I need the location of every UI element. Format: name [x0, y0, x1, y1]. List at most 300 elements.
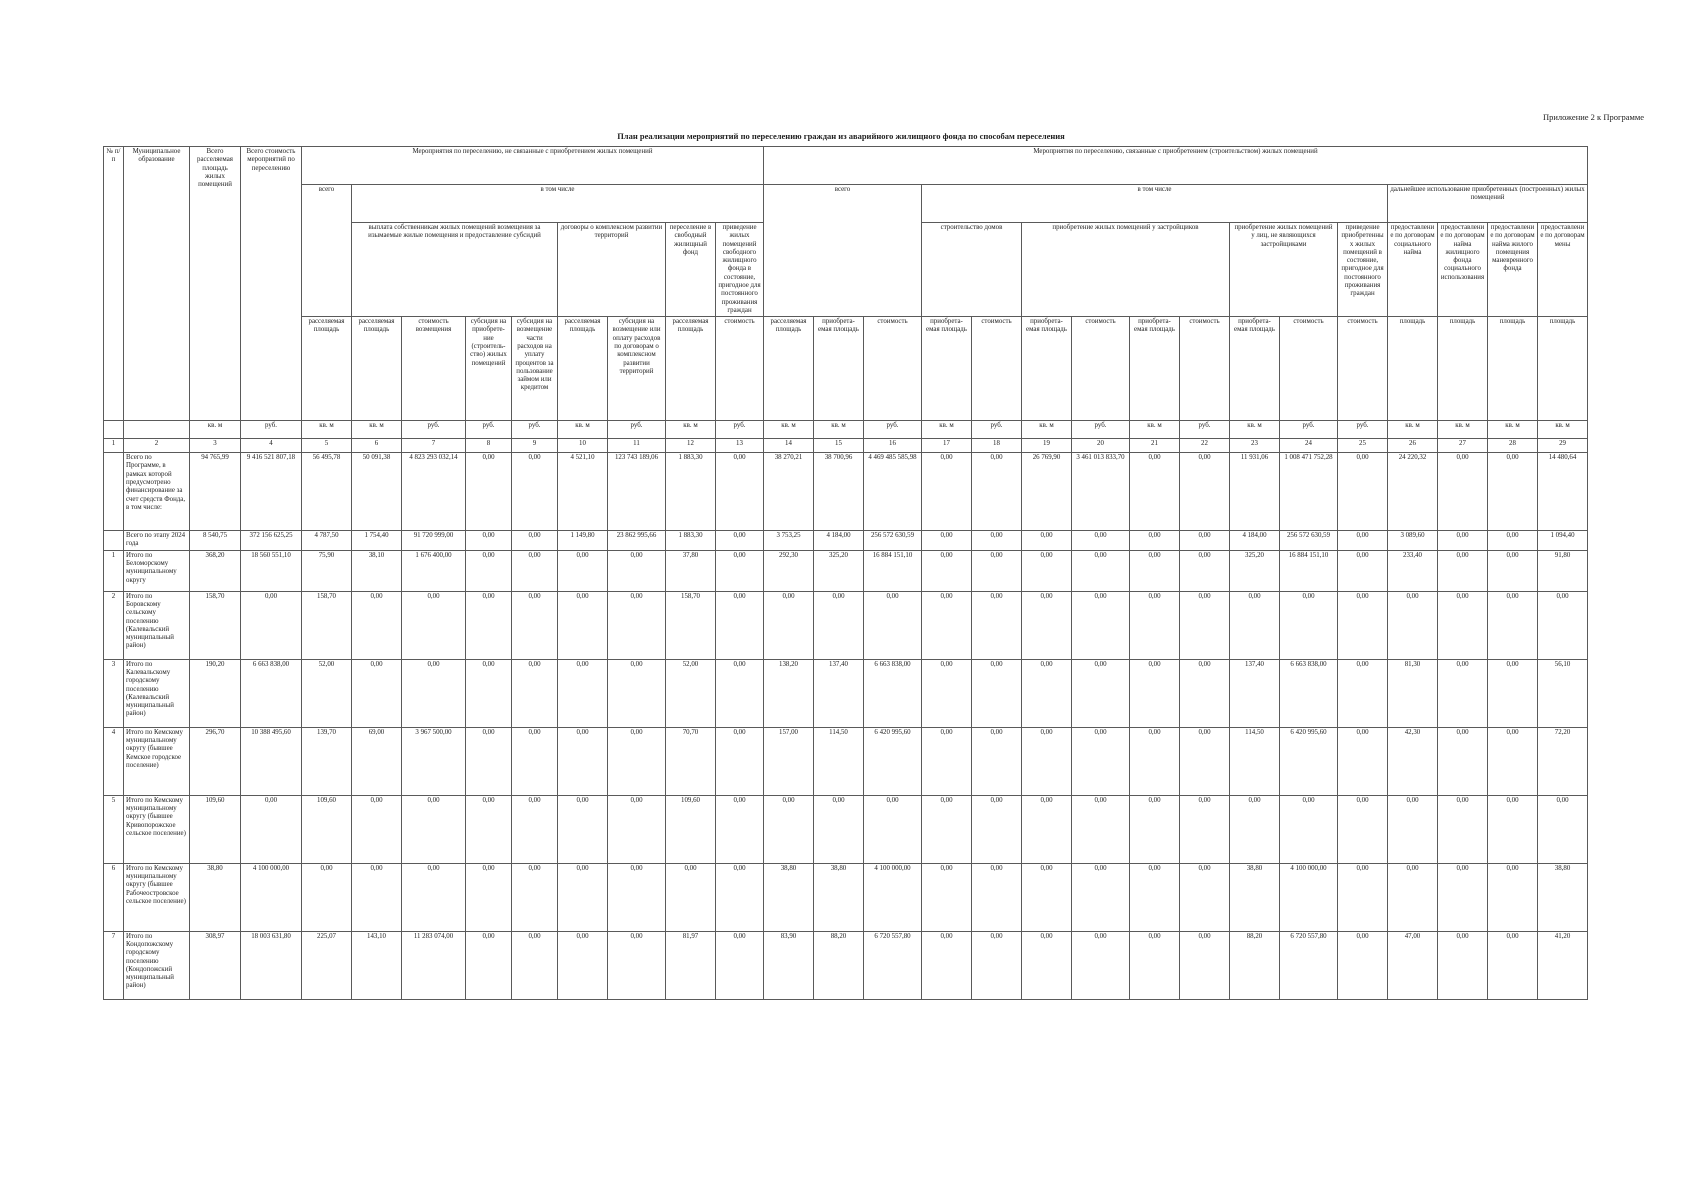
value-cell: 0,00	[716, 591, 764, 659]
value-cell: 1 883,30	[666, 453, 716, 531]
column-number-cell: 13	[716, 439, 764, 453]
maneuver-fund-header: предоставление по договорам найма жилого помещения маневренного фонда	[1488, 223, 1538, 317]
unit-cell: кв. м	[666, 421, 716, 439]
value-cell: 0,00	[666, 863, 716, 931]
column-number-cell: 14	[764, 439, 814, 453]
value-cell: 0,00	[1180, 795, 1230, 863]
value-cell: 158,70	[302, 591, 352, 659]
value-cell: 0,00	[352, 795, 402, 863]
unit-cell: кв. м	[190, 421, 241, 439]
unit-cell: руб.	[864, 421, 922, 439]
value-cell: 292,30	[764, 550, 814, 591]
group-acquisition-header: Мероприятия по переселению, связанные с приобретением (строительством) жилых помещений	[764, 147, 1588, 185]
purchase-non-developers-header: приобретение жилых помещений у лиц, не являющихся застройщиками	[1230, 223, 1338, 317]
value-cell: 56,10	[1538, 659, 1588, 727]
value-cell: 38,80	[190, 863, 241, 931]
value-cell: 0,00	[1072, 659, 1130, 727]
table-row	[104, 453, 1588, 531]
unit-cell: кв. м	[1230, 421, 1280, 439]
column-number-cell: 15	[814, 439, 864, 453]
municipality-name: Итого по Кемскому муниципальному округу (бывшее Кемское городское поселение)	[124, 727, 190, 795]
value-cell: 6 420 995,60	[1280, 727, 1338, 795]
value-cell: 6 720 557,80	[1280, 931, 1338, 999]
value-cell: 0,00	[466, 727, 512, 795]
value-cell: 0,00	[1488, 659, 1538, 727]
value-cell: 88,20	[1230, 931, 1280, 999]
value-cell: 0,00	[512, 795, 558, 863]
value-cell: 16 884 151,10	[864, 550, 922, 591]
sub-header: стоимость	[1072, 317, 1130, 421]
not-acq-total-header: всего	[302, 185, 352, 317]
value-cell: 138,20	[764, 659, 814, 727]
value-cell: 4 184,00	[814, 531, 864, 551]
value-cell: 0,00	[466, 795, 512, 863]
value-cell: 1 008 471 752,28	[1280, 453, 1338, 531]
value-cell: 10 388 495,60	[241, 727, 302, 795]
value-cell: 0,00	[922, 863, 972, 931]
sub-header: приобрета-емая площадь	[922, 317, 972, 421]
value-cell: 1 149,80	[558, 531, 608, 551]
value-cell: 3 967 500,00	[402, 727, 466, 795]
value-cell: 0,00	[1072, 795, 1130, 863]
free-fund-header: переселение в свободный жилищный фонд	[666, 223, 716, 317]
column-number-cell: 3	[190, 439, 241, 453]
value-cell: 158,70	[666, 591, 716, 659]
value-cell: 0,00	[864, 591, 922, 659]
value-cell: 37,80	[666, 550, 716, 591]
value-cell: 11 283 074,00	[402, 931, 466, 999]
value-cell: 0,00	[1438, 453, 1488, 531]
value-cell: 137,40	[1230, 659, 1280, 727]
value-cell: 0,00	[1130, 550, 1180, 591]
value-cell: 0,00	[466, 550, 512, 591]
column-number-cell: 28	[1488, 439, 1538, 453]
value-cell: 0,00	[972, 531, 1022, 551]
sub-header: стоимость	[716, 317, 764, 421]
table-row	[104, 531, 1588, 551]
value-cell: 56 495,78	[302, 453, 352, 531]
sub-header: площадь	[1438, 317, 1488, 421]
value-cell: 6 663 838,00	[241, 659, 302, 727]
column-number-cell: 21	[1130, 439, 1180, 453]
value-cell: 0,00	[1130, 531, 1180, 551]
column-number-cell: 11	[608, 439, 666, 453]
value-cell: 0,00	[1130, 453, 1180, 531]
table-row	[104, 931, 1588, 999]
value-cell: 0,00	[466, 453, 512, 531]
value-cell: 256 572 630,59	[1280, 531, 1338, 551]
value-cell: 0,00	[512, 591, 558, 659]
value-cell: 0,00	[512, 453, 558, 531]
value-cell: 4 100 000,00	[1280, 863, 1338, 931]
value-cell: 0,00	[402, 795, 466, 863]
value-cell: 24 220,32	[1388, 453, 1438, 531]
bring-free-fund-header: приведение жилых помещений свободного жилищного фонда в состояние, пригодное для постоянного проживания граждан	[716, 223, 764, 317]
sub-header: площадь	[1488, 317, 1538, 421]
value-cell: 0,00	[1022, 931, 1072, 999]
unit-cell	[124, 421, 190, 439]
municipality-name: Итого по Беломорскому муниципальному округу	[124, 550, 190, 591]
column-number-cell: 29	[1538, 439, 1588, 453]
value-cell: 0,00	[972, 453, 1022, 531]
value-cell: 0,00	[1388, 795, 1438, 863]
value-cell: 18 003 631,80	[241, 931, 302, 999]
value-cell: 88,20	[814, 931, 864, 999]
value-cell: 0,00	[1072, 550, 1130, 591]
value-cell: 0,00	[1180, 931, 1230, 999]
column-number-cell: 18	[972, 439, 1022, 453]
column-number-cell: 7	[402, 439, 466, 453]
value-cell: 1 676 400,00	[402, 550, 466, 591]
value-cell: 81,97	[666, 931, 716, 999]
sub-header: приобрета-емая площадь	[1130, 317, 1180, 421]
value-cell: 0,00	[608, 931, 666, 999]
value-cell: 38 270,21	[764, 453, 814, 531]
value-cell: 70,70	[666, 727, 716, 795]
row-number: 5	[104, 795, 124, 863]
value-cell: 0,00	[1488, 453, 1538, 531]
value-cell: 0,00	[1072, 931, 1130, 999]
column-number-cell: 10	[558, 439, 608, 453]
unit-cell: кв. м	[302, 421, 352, 439]
value-cell: 0,00	[814, 591, 864, 659]
value-cell: 0,00	[922, 591, 972, 659]
value-cell: 0,00	[1538, 795, 1588, 863]
col-total-cost-header: Всего стоимость мероприятий по переселению	[241, 147, 302, 421]
row-number: 3	[104, 659, 124, 727]
value-cell: 4 787,50	[302, 531, 352, 551]
unit-cell: кв. м	[922, 421, 972, 439]
value-cell: 6 420 995,60	[864, 727, 922, 795]
value-cell: 50 091,38	[352, 453, 402, 531]
value-cell: 0,00	[302, 863, 352, 931]
row-number: 4	[104, 727, 124, 795]
value-cell: 0,00	[1388, 863, 1438, 931]
not-acq-including-header: в том числе	[352, 185, 764, 223]
value-cell: 325,20	[814, 550, 864, 591]
further-use-header: дальнейшее использование приобретенных (построенных) жилых помещений	[1388, 185, 1588, 223]
row-number: 1	[104, 550, 124, 591]
value-cell: 0,00	[466, 531, 512, 551]
value-cell: 0,00	[1438, 931, 1488, 999]
value-cell: 0,00	[1180, 727, 1230, 795]
value-cell: 0,00	[1072, 863, 1130, 931]
sub-header: стоимость	[1338, 317, 1388, 421]
value-cell: 0,00	[864, 795, 922, 863]
value-cell: 109,60	[666, 795, 716, 863]
table-row	[104, 795, 1588, 863]
value-cell: 0,00	[972, 659, 1022, 727]
unit-cell: руб.	[1180, 421, 1230, 439]
document-title: План реализации мероприятий по переселению граждан из аварийного жилищного фонда по способам переселения	[617, 131, 1065, 141]
value-cell: 47,00	[1388, 931, 1438, 999]
table-row	[104, 591, 1588, 659]
value-cell: 72,20	[1538, 727, 1588, 795]
value-cell: 38,10	[352, 550, 402, 591]
group-not-acquisition-header: Мероприятия по переселению, не связанные с приобретением жилых помещений	[302, 147, 764, 185]
value-cell: 16 884 151,10	[1280, 550, 1338, 591]
value-cell: 3 753,25	[764, 531, 814, 551]
units-row	[104, 421, 1588, 439]
value-cell: 0,00	[466, 931, 512, 999]
value-cell: 94 765,99	[190, 453, 241, 531]
column-number-cell: 26	[1388, 439, 1438, 453]
value-cell: 0,00	[922, 659, 972, 727]
unit-cell: кв. м	[1488, 421, 1538, 439]
municipality-name: Итого по Кемскому муниципальному округу (бывшее Рабочеостровское сельское поселение)	[124, 863, 190, 931]
column-number-cell: 9	[512, 439, 558, 453]
value-cell: 0,00	[402, 591, 466, 659]
unit-cell	[104, 421, 124, 439]
col-municipality-header: Муниципальное образование	[124, 147, 190, 421]
unit-cell: кв. м	[1538, 421, 1588, 439]
value-cell: 0,00	[972, 727, 1022, 795]
table-row	[104, 863, 1588, 931]
value-cell: 0,00	[466, 863, 512, 931]
value-cell: 0,00	[558, 795, 608, 863]
resettlement-plan-table	[103, 146, 1588, 1000]
value-cell: 139,70	[302, 727, 352, 795]
value-cell: 0,00	[1488, 795, 1538, 863]
value-cell: 42,30	[1388, 727, 1438, 795]
value-cell: 6 663 838,00	[1280, 659, 1338, 727]
sub-header: субсидия на приобрете-ние (строитель-ство) жилых помещений	[466, 317, 512, 421]
column-number-cell: 27	[1438, 439, 1488, 453]
value-cell: 38,80	[764, 863, 814, 931]
col-total-area-header: Всего расселяемая площадь жилых помещений	[190, 147, 241, 421]
value-cell: 0,00	[1180, 550, 1230, 591]
value-cell: 0,00	[1338, 727, 1388, 795]
value-cell: 0,00	[1280, 591, 1338, 659]
value-cell: 0,00	[716, 531, 764, 551]
exchange-header: предоставление по договорам мены	[1538, 223, 1588, 317]
value-cell: 0,00	[512, 531, 558, 551]
value-cell: 114,50	[1230, 727, 1280, 795]
unit-cell: кв. м	[1022, 421, 1072, 439]
value-cell: 6 663 838,00	[864, 659, 922, 727]
value-cell: 123 743 189,06	[608, 453, 666, 531]
value-cell: 0,00	[1130, 795, 1180, 863]
value-cell: 0,00	[922, 453, 972, 531]
value-cell: 4 184,00	[1230, 531, 1280, 551]
value-cell: 0,00	[466, 659, 512, 727]
column-number-cell: 16	[864, 439, 922, 453]
unit-cell: руб.	[716, 421, 764, 439]
sub-header: субсидия на возмещение части расходов на уплату процентов за пользование займом или кредитом	[512, 317, 558, 421]
value-cell: 0,00	[1388, 591, 1438, 659]
value-cell: 0,00	[1338, 531, 1388, 551]
value-cell: 0,00	[558, 550, 608, 591]
value-cell: 0,00	[1130, 931, 1180, 999]
unit-cell: руб.	[241, 421, 302, 439]
column-number-cell: 12	[666, 439, 716, 453]
table-row	[104, 550, 1588, 591]
municipality-name: Всего по этапу 2024 года	[124, 531, 190, 551]
purchase-developers-header: приобретение жилых помещений у застройщиков	[1022, 223, 1230, 317]
bring-acquired-header: приведение приобретенных жилых помещений в состояние, пригодное для постоянного проживания граждан	[1338, 223, 1388, 317]
payment-owners-header: выплата собственникам жилых помещений возмещения за изымаемые жилые помещения и предоставление субсидий	[352, 223, 558, 317]
value-cell: 0,00	[1072, 727, 1130, 795]
value-cell: 4 823 293 032,14	[402, 453, 466, 531]
value-cell: 0,00	[1180, 659, 1230, 727]
unit-cell: руб.	[608, 421, 666, 439]
value-cell: 1 883,30	[666, 531, 716, 551]
value-cell: 83,90	[764, 931, 814, 999]
value-cell: 0,00	[1338, 591, 1388, 659]
value-cell: 0,00	[972, 550, 1022, 591]
value-cell: 372 156 625,25	[241, 531, 302, 551]
column-number-cell: 1	[104, 439, 124, 453]
value-cell: 0,00	[352, 659, 402, 727]
value-cell: 91,80	[1538, 550, 1588, 591]
value-cell: 4 100 000,00	[241, 863, 302, 931]
value-cell: 0,00	[1538, 591, 1588, 659]
value-cell: 18 560 551,10	[241, 550, 302, 591]
unit-cell: руб.	[1072, 421, 1130, 439]
sub-header: субсидия на возмещение или оплату расходов по договорам о комплексном развитии территорий	[608, 317, 666, 421]
value-cell: 69,00	[352, 727, 402, 795]
value-cell: 0,00	[972, 795, 1022, 863]
unit-cell: кв. м	[814, 421, 864, 439]
value-cell: 0,00	[922, 531, 972, 551]
value-cell: 0,00	[558, 727, 608, 795]
column-number-cell: 2	[124, 439, 190, 453]
value-cell: 0,00	[1022, 591, 1072, 659]
value-cell: 0,00	[1438, 659, 1488, 727]
value-cell: 256 572 630,59	[864, 531, 922, 551]
value-cell: 0,00	[608, 727, 666, 795]
value-cell: 0,00	[1338, 931, 1388, 999]
value-cell: 0,00	[1438, 591, 1488, 659]
value-cell: 109,60	[302, 795, 352, 863]
value-cell: 0,00	[1180, 453, 1230, 531]
value-cell: 0,00	[1180, 531, 1230, 551]
value-cell: 4 521,10	[558, 453, 608, 531]
value-cell: 0,00	[512, 659, 558, 727]
value-cell: 38,80	[1538, 863, 1588, 931]
value-cell: 0,00	[1338, 659, 1388, 727]
value-cell: 4 100 000,00	[864, 863, 922, 931]
sub-header: стоимость	[864, 317, 922, 421]
value-cell: 0,00	[1130, 727, 1180, 795]
value-cell: 0,00	[1488, 931, 1538, 999]
value-cell: 0,00	[558, 659, 608, 727]
value-cell: 0,00	[466, 591, 512, 659]
value-cell: 0,00	[764, 795, 814, 863]
value-cell: 52,00	[666, 659, 716, 727]
value-cell: 0,00	[512, 727, 558, 795]
unit-cell: руб.	[466, 421, 512, 439]
unit-cell: кв. м	[1438, 421, 1488, 439]
specialized-fund-header: предоставление по договорам найма жилищного фонда социального использования	[1438, 223, 1488, 317]
column-number-cell: 23	[1230, 439, 1280, 453]
value-cell: 0,00	[716, 727, 764, 795]
value-cell: 0,00	[716, 453, 764, 531]
column-number-cell: 6	[352, 439, 402, 453]
value-cell: 0,00	[814, 795, 864, 863]
column-number-cell: 5	[302, 439, 352, 453]
value-cell: 0,00	[922, 795, 972, 863]
sub-header: стоимость	[972, 317, 1022, 421]
acq-including-header: в том числе	[922, 185, 1388, 223]
value-cell: 233,40	[1388, 550, 1438, 591]
municipality-name: Итого по Калевальскому городскому поселению (Калевальский муниципальный район)	[124, 659, 190, 727]
value-cell: 3 461 013 833,70	[1072, 453, 1130, 531]
value-cell: 0,00	[1022, 531, 1072, 551]
construction-header: строительство домов	[922, 223, 1022, 317]
value-cell: 38 700,96	[814, 453, 864, 531]
value-cell: 0,00	[1438, 795, 1488, 863]
value-cell: 0,00	[608, 863, 666, 931]
value-cell: 0,00	[1438, 863, 1488, 931]
value-cell: 41,20	[1538, 931, 1588, 999]
unit-cell: кв. м	[1130, 421, 1180, 439]
municipality-name: Всего по Программе, в рамках которой предусмотрено финансирование за счет средств Фонда, в том числе:	[124, 453, 190, 531]
value-cell: 0,00	[1438, 531, 1488, 551]
value-cell: 0,00	[764, 591, 814, 659]
value-cell: 0,00	[241, 795, 302, 863]
value-cell: 0,00	[1180, 863, 1230, 931]
column-number-cell: 25	[1338, 439, 1388, 453]
value-cell: 109,60	[190, 795, 241, 863]
sub-header: приобрета-емая площадь	[1230, 317, 1280, 421]
value-cell: 368,20	[190, 550, 241, 591]
value-cell: 0,00	[1438, 550, 1488, 591]
value-cell: 114,50	[814, 727, 864, 795]
value-cell: 0,00	[1488, 550, 1538, 591]
value-cell: 0,00	[1022, 795, 1072, 863]
municipality-name: Итого по Боровскому сельскому поселению (Калевальский муниципальный район)	[124, 591, 190, 659]
value-cell: 4 469 485 585,98	[864, 453, 922, 531]
sub-header: площадь	[1538, 317, 1588, 421]
municipality-name: Итого по Кондопожскому городскому поселению (Кондопожский муниципальный район)	[124, 931, 190, 999]
value-cell: 0,00	[1130, 863, 1180, 931]
value-cell: 0,00	[402, 863, 466, 931]
column-numbers-row	[104, 439, 1588, 453]
column-number-cell: 24	[1280, 439, 1338, 453]
value-cell: 0,00	[558, 931, 608, 999]
value-cell: 0,00	[1338, 795, 1388, 863]
value-cell: 137,40	[814, 659, 864, 727]
value-cell: 0,00	[1488, 863, 1538, 931]
value-cell: 0,00	[1488, 591, 1538, 659]
sub-header: площадь	[1388, 317, 1438, 421]
unit-cell: кв. м	[352, 421, 402, 439]
unit-cell: кв. м	[764, 421, 814, 439]
value-cell: 0,00	[352, 863, 402, 931]
value-cell: 26 769,90	[1022, 453, 1072, 531]
unit-cell: кв. м	[558, 421, 608, 439]
row-number	[104, 453, 124, 531]
value-cell: 0,00	[1022, 550, 1072, 591]
col-num-header: № п/п	[104, 147, 124, 421]
value-cell: 0,00	[1230, 795, 1280, 863]
sub-header: стоимость	[1180, 317, 1230, 421]
value-cell: 0,00	[1022, 727, 1072, 795]
value-cell: 0,00	[241, 591, 302, 659]
column-number-cell: 22	[1180, 439, 1230, 453]
value-cell: 11 931,06	[1230, 453, 1280, 531]
value-cell: 14 480,64	[1538, 453, 1588, 531]
sub-header: приобрета-емая площадь	[814, 317, 864, 421]
column-number-cell: 19	[1022, 439, 1072, 453]
value-cell: 9 416 521 807,18	[241, 453, 302, 531]
value-cell: 325,20	[1230, 550, 1280, 591]
value-cell: 0,00	[608, 550, 666, 591]
value-cell: 0,00	[1338, 863, 1388, 931]
unit-cell: руб.	[512, 421, 558, 439]
value-cell: 157,00	[764, 727, 814, 795]
